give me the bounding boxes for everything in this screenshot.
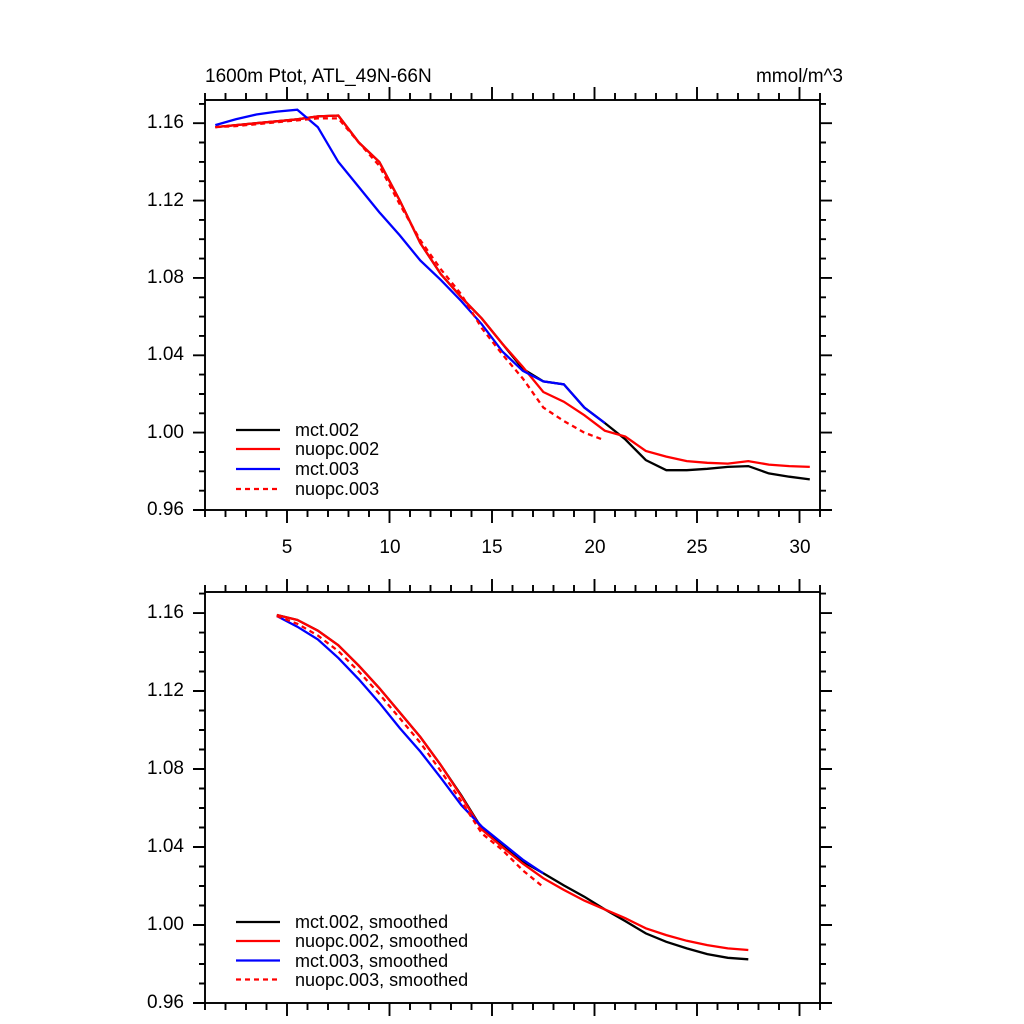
legend-label-nuopc002-smoothed: nuopc.002, smoothed [295,931,469,951]
y-tick-label: 1.04 [147,344,184,365]
chart1-units-label: mmol/m^3 [755,66,843,87]
chart2-major-ticks [193,579,832,1016]
legend-label-mct002-smoothed: mct.002, smoothed [295,912,449,932]
chart2-series-nuopc-002-smoothed [277,615,749,950]
x-tick-label: 15 [481,537,503,558]
legend-label-mct003: mct.003 [295,459,360,479]
y-tick-label: 0.96 [147,499,184,520]
x-tick-label: 30 [789,537,811,558]
chart2-series-mct-003-smoothed [277,616,544,873]
legend-label-mct002: mct.002 [295,420,360,440]
chart1-title: 1600m Ptot, ATL_49N-66N [205,66,432,87]
y-tick-label: 1.08 [147,267,184,288]
y-tick-label: 1.12 [147,680,184,701]
legend-label-mct003-smoothed: mct.003, smoothed [295,951,449,971]
y-tick-label: 1.00 [147,914,184,935]
y-tick-label: 1.12 [147,190,184,211]
x-tick-label: 10 [379,537,401,558]
chart1-series-nuopc-003 [215,118,605,440]
chart1-minor-ticks [199,93,826,517]
y-tick-label: 1.16 [147,112,184,133]
chart1-major-ticks [193,87,832,523]
legend-label-nuopc003: nuopc.003 [295,479,380,499]
x-tick-label: 20 [584,537,606,558]
chart1-series-mct-003 [215,110,605,423]
y-tick-label: 1.00 [147,422,184,443]
y-tick-label: 1.16 [147,602,184,623]
legend-label-nuopc002: nuopc.002 [295,439,380,459]
x-tick-label: 5 [281,537,293,558]
x-tick-label: 25 [686,537,708,558]
chart2-minor-ticks [199,585,826,1010]
legend-label-nuopc003-smoothed: nuopc.003, smoothed [295,970,469,990]
y-tick-label: 1.08 [147,758,184,779]
y-tick-label: 0.96 [147,992,184,1013]
y-tick-label: 1.04 [147,836,184,857]
chart1-series-nuopc-002 [215,116,810,467]
